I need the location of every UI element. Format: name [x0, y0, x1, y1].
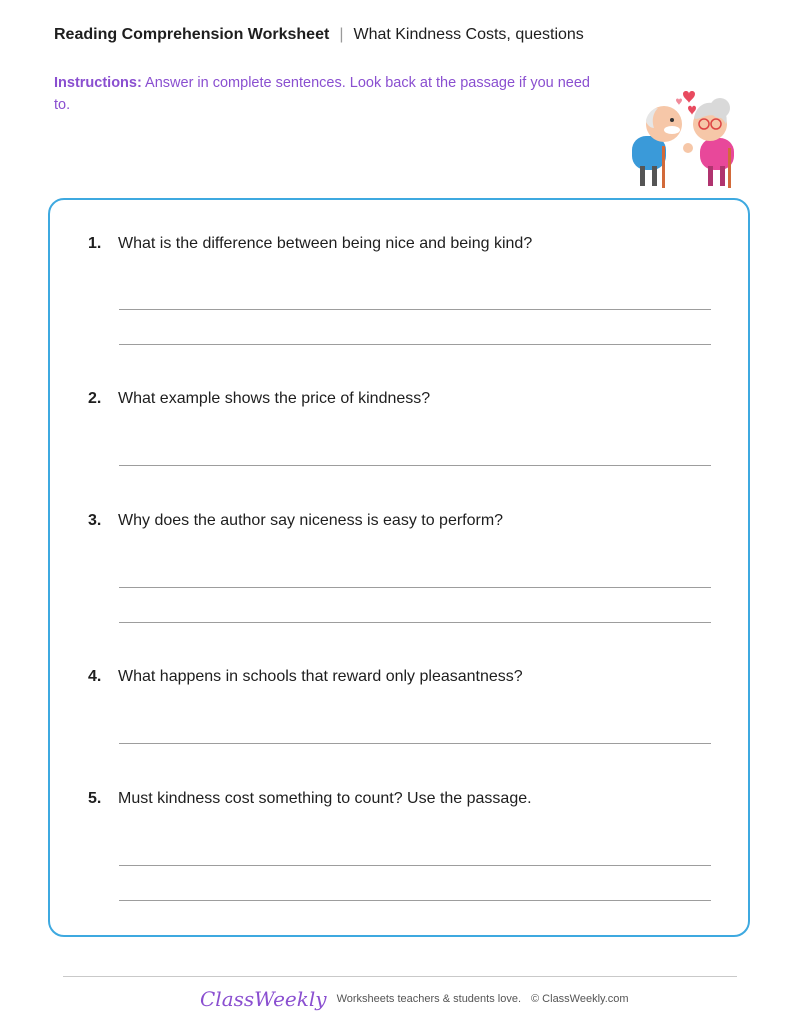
- question-text: What example shows the price of kindness?: [118, 390, 431, 407]
- answer-line[interactable]: [119, 622, 711, 623]
- answer-line[interactable]: [119, 900, 711, 901]
- instructions-text: Answer in complete sentences. Look back at the passage if you need to.: [54, 75, 590, 113]
- question-4: [88, 668, 523, 686]
- answer-line[interactable]: [119, 309, 711, 310]
- question-number: 1.: [88, 235, 102, 252]
- question-number: 3.: [88, 512, 102, 529]
- instructions-label: Instructions:: [54, 75, 142, 91]
- footer-divider: [63, 976, 737, 977]
- question-3: [88, 512, 503, 530]
- footer-copyright: © ClassWeekly.com: [531, 993, 629, 1005]
- question-number: 2.: [88, 390, 102, 407]
- footer-tagline: Worksheets teachers & students love.: [336, 993, 522, 1005]
- question-text: Why does the author say niceness is easy to perform?: [118, 512, 504, 529]
- worksheet-subtitle: What Kindness Costs, questions: [353, 26, 584, 43]
- question-1: [88, 235, 532, 253]
- answer-line[interactable]: [119, 344, 711, 345]
- question-2: [88, 390, 430, 408]
- elderly-couple-illustration: [628, 86, 750, 190]
- question-text: What is the difference between being nice and being kind?: [118, 235, 533, 252]
- answer-line[interactable]: [119, 743, 711, 744]
- question-5: [88, 790, 532, 808]
- answer-line[interactable]: [119, 865, 711, 866]
- answer-line[interactable]: [119, 465, 711, 466]
- question-text: Must kindness cost something to count? Use the passage.: [118, 790, 532, 807]
- worksheet-header: [54, 26, 584, 44]
- footer: [200, 987, 629, 1011]
- question-text: What happens in schools that reward only pleasantness?: [118, 668, 523, 685]
- instructions: [54, 72, 594, 116]
- question-number: 4.: [88, 668, 102, 685]
- worksheet-title: Reading Comprehension Worksheet: [54, 26, 330, 43]
- answer-line[interactable]: [119, 587, 711, 588]
- header-separator: |: [339, 26, 344, 43]
- brand-logo: ClassWeekly: [200, 987, 327, 1011]
- couple-illustration-icon: [628, 86, 750, 190]
- question-number: 5.: [88, 790, 102, 807]
